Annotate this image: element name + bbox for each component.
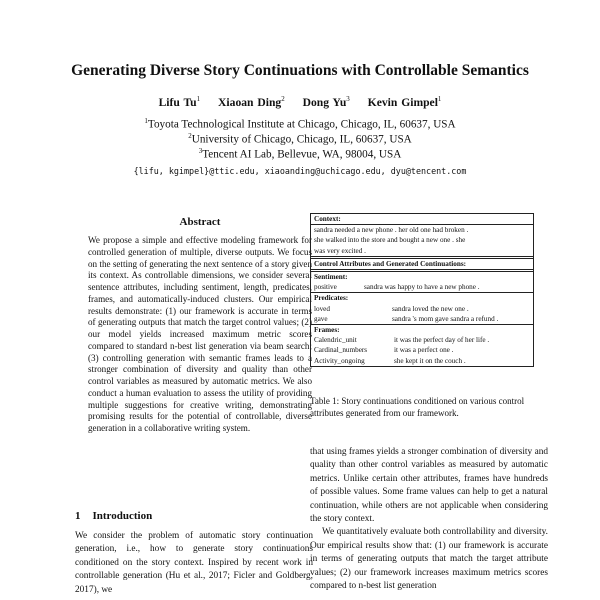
author: Kevin Gimpel$^1$	[367, 95, 442, 109]
table-caption: Table 1: Story continuations conditioned on various control attributes generated from our framework.	[310, 396, 525, 418]
author: Dong Yu$^3$	[302, 95, 350, 109]
table-context-line: she walked into the store and bought a new one . she	[314, 236, 466, 245]
author-emails: {lifu, kgimpel}@ttic.edu, xiaoanding@uchicago.edu, dyu@tencent.com	[133, 166, 467, 176]
table-sentiment-header: Sentiment:	[314, 273, 348, 282]
table-context-line: sandra needed a new phone . her old one had broken .	[314, 226, 469, 235]
table-row: gave sandra 's mom gave sandra a refund .	[314, 314, 499, 323]
abstract-body: We propose a simple and effective modeling framework for controlled generation of multiple, diverse outputs. We focus on the setting of generating the next sentence of a story given its context. As controllable dimensions, we consider several sentence attributes, including sentiment, length, predicates, frames, and automatically-induced clusters. Our empirical results demonstrate: (1) our framework is accurate in terms of generating outputs that match the target control values; (2) our model yields increased maximum metric scores compared to standard n-best list generation via beam search; (3) controlling generation with semantic frames leads to a stronger combination of diversity and quality than other control variables as measured by automatic metrics. We also conduct a human evaluation to assess the utility of providing multiple suggestions for creative writing, demonstrating promising results for the potential of controllable, diverse generation in a collaborative writing system.	[88, 235, 312, 433]
table-section-header: Control Attributes and Generated Continuations:	[314, 259, 467, 268]
abstract-heading: Abstract	[179, 216, 221, 228]
table-frames-header: Frames:	[314, 326, 340, 335]
author: Lifu Tu$^1$	[158, 95, 201, 109]
table-row: Activity_ongoing she kept it on the couch .	[314, 356, 466, 365]
table-context-header: Context:	[314, 215, 341, 223]
table-row: loved sandra loved the new one .	[314, 304, 469, 313]
table-row: positive sandra was happy to have a new phone .	[314, 283, 480, 292]
affiliation: $^3$Tencent AI Lab, Bellevue, WA, 98004, USA	[198, 147, 402, 161]
author-list	[0, 95, 600, 109]
table-1	[310, 213, 534, 367]
author: Xiaoan Ding$^2$	[218, 95, 285, 109]
table-row: Cardinal_numbers it was a perfect one .	[314, 346, 454, 355]
paragraph: that using frames yields a stronger combination of diversity and quality than other control variables as measured by automatic metrics. Unlike certain other attributes, frames have hundreds of possible values. Some frame values can help to get a natural continuation, while others are not applicable when considering the story context.	[310, 447, 548, 525]
table-predicates-header: Predicates:	[314, 294, 349, 303]
right-column-body	[310, 446, 548, 593]
table-context-line: was very excited .	[314, 246, 366, 255]
table-row: Calendric_unit it was the perfect day of her life .	[314, 336, 490, 345]
introduction-body: We consider the problem of automatic story continuation generation, i.e., how to generate story continuations conditioned on the story context. Inspired by recent work in controllable generation (Hu et al., 2017; Ficler and Goldberg, 2017), we	[75, 531, 313, 595]
affiliation: $^1$Toyota Technological Institute at Chicago, Chicago, IL, 60637, USA	[144, 117, 456, 131]
affiliation: $^2$University of Chicago, Chicago, IL, 60637, USA	[188, 132, 412, 146]
paragraph: We quantitatively evaluate both controllability and diversity. Our empirical results show that: (1) our framework is accurate in terms of generating outputs that match the target attribute values; (2) our framework increases maximum metrics scores compared to n-best list generation	[310, 527, 548, 592]
section-heading: 1 Introduction	[75, 510, 153, 522]
paper-title: Generating Diverse Story Continuations with Controllable Semantics	[71, 62, 529, 79]
